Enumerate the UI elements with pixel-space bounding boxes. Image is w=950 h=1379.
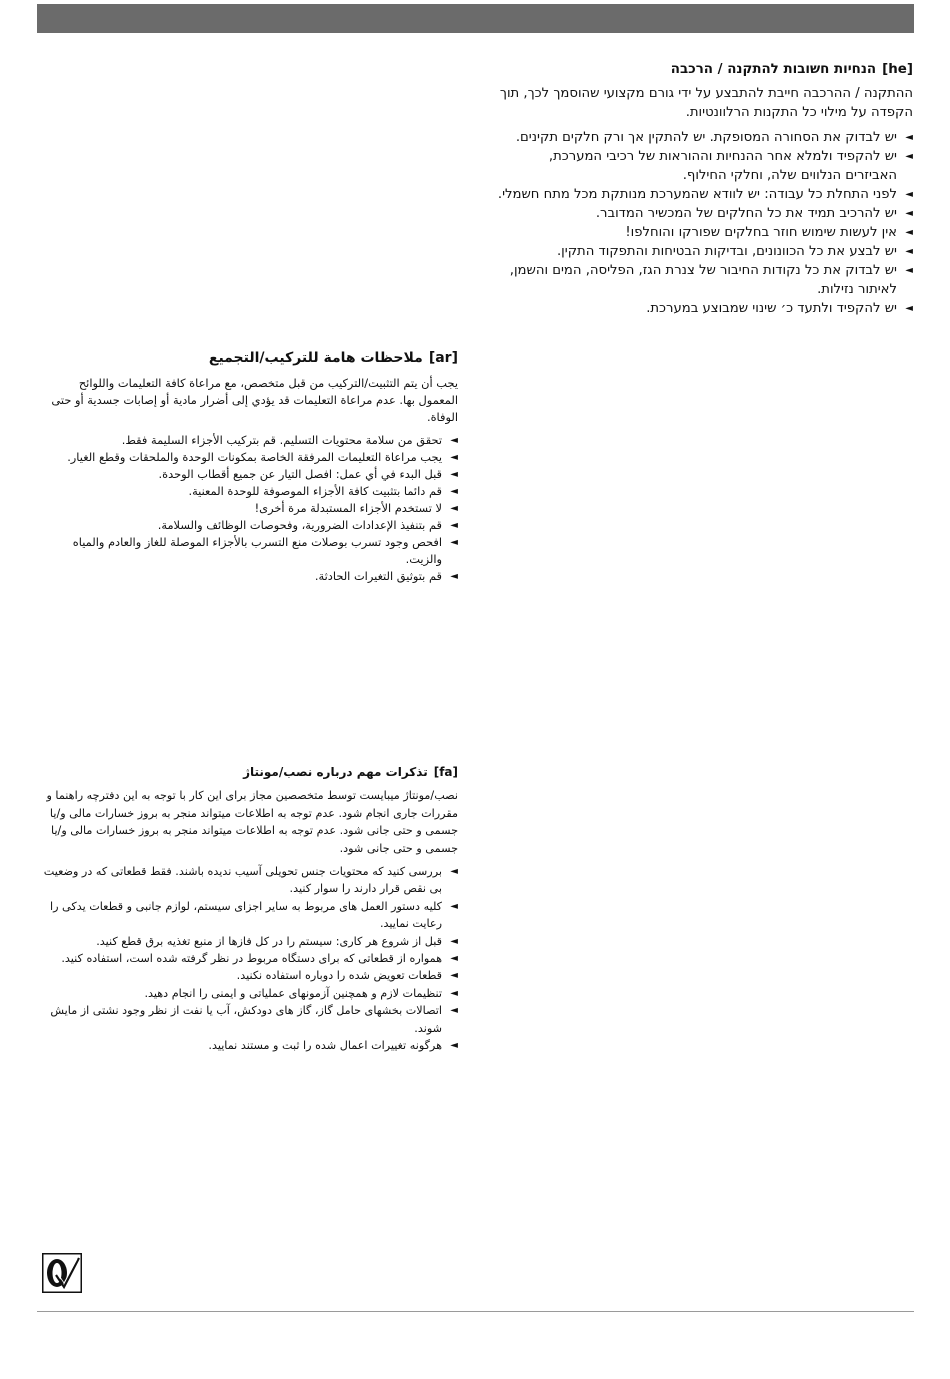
list-item (37, 534, 458, 568)
list-item-text: بررسی كنید كه محتویات جنس تحویلی آسیب ندیده باشند. فقط قطعاتی كه در وضعیت بی نقص قرار دارند را سوار كنید. (43, 865, 442, 896)
bullet-arrow-icon: ◄ (905, 151, 913, 162)
quality-check-logo-icon (42, 1253, 82, 1293)
farsi-title-text: تذكرات مهم درباره نصب/مونتاژ (243, 765, 428, 779)
arabic-list (37, 432, 458, 585)
bullet-arrow-icon: ◄ (905, 132, 913, 143)
bullet-arrow-icon: ◄ (450, 520, 458, 531)
hebrew-language-tag: [he] (882, 62, 913, 77)
list-item-text: لا تستخدم الأجزاء المستبدلة مرة أخرى! (254, 501, 442, 515)
farsi-language-tag: [fa] (433, 765, 458, 779)
list-item (37, 898, 458, 933)
bullet-arrow-icon: ◄ (450, 987, 458, 999)
list-item (37, 1002, 458, 1037)
list-item-text: قبل از شروع هر كاری: سیستم را در كل فازها از منبع تغذیه برق قطع كنید. (96, 934, 442, 948)
list-item-text: افحص وجود تسرب بوصلات منع التسرب بالأجزاء الموصلة للغاز والعادم والمياه والزيت. (72, 535, 442, 566)
bullet-arrow-icon: ◄ (450, 571, 458, 582)
list-item-text: هرگونه تغییرات اعمال شده را ثبت و مستند نمایید. (208, 1039, 442, 1053)
list-item-text: יש להקפיד ולתעד כ׳ שינוי שמבוצע במערכת. (646, 301, 897, 316)
list-item-text: יש לבדוק את הסחורה המסופקת. יש להתקין אך ורק חלקים תקינים. (515, 130, 897, 145)
bullet-arrow-icon: ◄ (905, 227, 913, 238)
bullet-arrow-icon: ◄ (450, 452, 458, 463)
bullet-arrow-icon: ◄ (450, 900, 458, 912)
farsi-intro: نصب/مونتاژ میبایست توسط متخصصین مجاز برای این کار با توجه به این دفترچه راهنما و مقررات جاری انجام شود. عدم توجه به اطلاعات میتواند منجر به بروز خسارات مالی و/یا جسمی و حتی جانی شود. عدم توجه به اطلاعات میتواند منجر به بروز خسارات مالی و/یا جسمی و حتی جانی شود. (46, 789, 458, 855)
list-item-text: יש להקפיד ולמלא אחר ההנחיות וההוראות של רכיבי המערכת, האביזרים הנלווים שלה, וחלקי החילוף. (548, 149, 897, 183)
list-item (37, 863, 458, 898)
bullet-arrow-icon: ◄ (450, 935, 458, 947)
list-item-text: יש להרכיב תמיד את כל החלקים של המכשיר המדובר. (595, 206, 897, 221)
list-item (495, 147, 913, 185)
hebrew-intro: ההתקנה / ההרכבה חייבת להתבצע על ידי גורם מקצועי שהוסמך לכך, תוך הקפדה על מילוי כל התקנות הרלוונטיות. (499, 86, 913, 120)
hebrew-section (495, 60, 913, 318)
bullet-arrow-icon: ◄ (905, 189, 913, 200)
arabic-intro: يجب أن يتم التثبيت/التركيب من قبل متخصص، مع مراعاة كافة التعليمات واللوائح المعمول بها. عدم مراعاة التعليمات قد يؤدي إلى أضرار مادية أو إصابات جسدية أو حتى الوفاة. (51, 376, 458, 424)
header-bar (37, 4, 914, 33)
bullet-arrow-icon: ◄ (905, 208, 913, 219)
list-item-text: همواره از قطعاتی كه برای دستگاه مربوط در نظر گرفته شده است، استفاده كنید. (61, 952, 442, 966)
list-item-text: يجب مراعاة التعليمات المرفقة الخاصة بمكونات الوحدة والملحقات وقطع الغيار. (67, 450, 442, 464)
bullet-arrow-icon: ◄ (905, 246, 913, 257)
farsi-title (37, 764, 458, 781)
bullet-arrow-icon: ◄ (450, 469, 458, 480)
list-item-text: אין לעשות שימוש חוזר בחלקים שפורקו והוחלפו! (625, 225, 897, 240)
list-item (37, 466, 458, 483)
bullet-arrow-icon: ◄ (450, 486, 458, 497)
list-item (495, 128, 913, 147)
list-item (37, 483, 458, 500)
bullet-arrow-icon: ◄ (450, 1005, 458, 1017)
bullet-arrow-icon: ◄ (450, 503, 458, 514)
list-item-text: יש לבצע את כל הכוונונים, ובדיקות הבטיחות והתפקוד התקין. (556, 244, 897, 259)
list-item-text: اتصالات بخشهای حامل گاز، گاز های دودكش، آب یا نفت از نظر وجود نشتی از مایش شوند. (50, 1004, 442, 1035)
list-item (37, 517, 458, 534)
list-item (37, 967, 458, 984)
bullet-arrow-icon: ◄ (450, 1040, 458, 1052)
list-item (495, 242, 913, 261)
hebrew-title (495, 60, 913, 79)
list-item-text: كلیه دستور العمل های مربوط به سایر اجزای سیستم، لوازم جانبی و قطعات یدكی را رعایت نمایید. (49, 899, 442, 931)
bullet-arrow-icon: ◄ (905, 303, 913, 314)
list-item-text: تنظیمات لازم و همچنین آزمونهای عملیاتی و ایمنی را انجام دهید. (144, 986, 442, 1000)
list-item (37, 449, 458, 466)
arabic-title (37, 350, 458, 367)
list-item-text: قم دائما بتثبيت كافة الأجزاء الموصوفة للوحدة المعنية. (188, 484, 442, 498)
list-item (495, 204, 913, 223)
list-item (37, 500, 458, 517)
bullet-arrow-icon: ◄ (450, 866, 458, 878)
hebrew-list (495, 128, 913, 318)
list-item (37, 950, 458, 967)
list-item-text: قم بتنفيذ الإعدادات الضرورية، وفحوصات الوظائف والسلامة. (157, 518, 442, 532)
bullet-arrow-icon: ◄ (905, 265, 913, 276)
list-item (37, 1037, 458, 1054)
list-item (495, 261, 913, 299)
arabic-section (37, 350, 458, 585)
farsi-list (37, 863, 458, 1054)
list-item (37, 933, 458, 950)
list-item (37, 985, 458, 1002)
arabic-title-text: ملاحظات هامة للتركيب/التجميع (208, 350, 423, 366)
list-item (495, 299, 913, 318)
arabic-language-tag: [ar] (428, 350, 458, 366)
list-item-text: לפני התחלת כל עבודה: יש לוודא שהמערכת מנותקת מכל מתח חשמלי. (497, 187, 897, 202)
bullet-arrow-icon: ◄ (450, 953, 458, 965)
list-item (495, 185, 913, 204)
list-item (37, 432, 458, 449)
list-item-text: قطعات تعویض شده را دوباره استفاده نكنید. (236, 969, 442, 983)
hebrew-title-text: הנחיות חשובות להתקנה / הרכבה (670, 62, 877, 77)
list-item-text: قبل البدء في أي عمل: افصل التيار عن جميع أقطاب الوحدة. (158, 467, 442, 481)
list-item-text: تحقق من سلامة محتويات التسليم. قم بتركيب الأجزاء السليمة فقط. (121, 433, 442, 447)
farsi-section (37, 764, 458, 1055)
list-item (495, 223, 913, 242)
list-item (37, 568, 458, 585)
bullet-arrow-icon: ◄ (450, 537, 458, 548)
list-item-text: יש לבדוק את כל נקודות החיבור של צנרת הגז, הפליסה, המים והשמן, לאיתור נזילות. (509, 263, 897, 297)
list-item-text: قم بتوثيق التغيرات الحادثة. (314, 569, 442, 583)
bullet-arrow-icon: ◄ (450, 970, 458, 982)
bullet-arrow-icon: ◄ (450, 435, 458, 446)
footer-divider (37, 1311, 914, 1312)
